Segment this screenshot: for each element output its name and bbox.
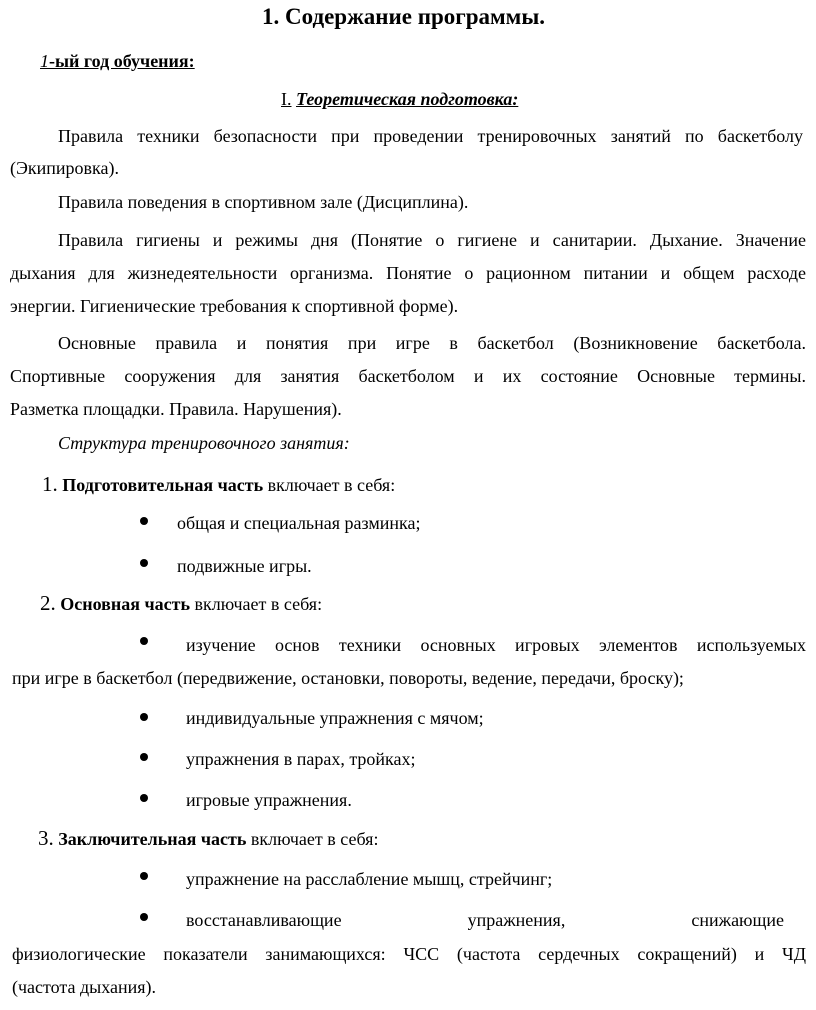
paragraph-line: Правила техники безопасности при проведении тренировочных занятий по баскетболу	[58, 126, 803, 146]
list-item: изучение основ техники основных игровых элементов используемых	[186, 635, 806, 655]
year-suffix: -ый год обучения:	[49, 51, 195, 71]
structure-heading: Структура тренировочного занятия:	[58, 433, 350, 453]
paragraph-line: (Экипировка).	[10, 158, 119, 178]
bullet-icon	[140, 913, 148, 921]
part-rest: включает в себя:	[190, 594, 323, 614]
bullet-icon	[140, 559, 148, 567]
list-item: общая и специальная разминка;	[177, 513, 421, 533]
list-item: упражнения в парах, тройках;	[186, 749, 416, 769]
part-rest: включает в себя:	[246, 829, 379, 849]
list-item-continuation: (частота дыхания).	[12, 977, 157, 997]
paragraph-line: энергии. Гигиенические требования к спортивной форме).	[10, 296, 459, 316]
bullet-icon	[140, 637, 148, 645]
list-item: упражнение на расслабление мышц, стрейчинг;	[186, 869, 553, 889]
part-number: 2.	[40, 591, 56, 615]
paragraph-line: Правила гигиены и режимы дня (Понятие о гигиене и санитарии. Дыхание. Значение	[58, 230, 806, 250]
page-title: 1. Содержание программы.	[262, 4, 546, 29]
part-number: 1.	[42, 472, 58, 496]
list-item-text: восстанавливающие упражнения, снижающие	[186, 910, 784, 930]
list-item: индивидуальные упражнения с мячом;	[186, 708, 484, 728]
bullet-icon	[140, 872, 148, 880]
part-heading	[42, 473, 395, 496]
list-item-continuation: физиологические показатели занимающихся: ЧСС (частота сердечных сокращений) и ЧД	[12, 944, 806, 964]
paragraph-line: Основные правила и понятия при игре в баскетбол (Возникновение баскетбола.	[58, 333, 806, 353]
section-roman: I.	[281, 89, 292, 109]
part-name: Заключительная часть	[58, 829, 247, 849]
bullet-icon	[140, 517, 148, 525]
bullet-icon	[140, 794, 148, 802]
list-item: игровые упражнения.	[186, 790, 352, 810]
section-title: Теоретическая подготовка:	[296, 89, 519, 109]
bullet-icon	[140, 713, 148, 721]
part-name: Подготовительная часть	[62, 475, 264, 495]
part-name: Основная часть	[60, 594, 190, 614]
part-rest: включает в себя:	[263, 475, 396, 495]
paragraph-line: Спортивные сооружения для занятия баскетболом и их состояние Основные термины.	[10, 366, 806, 386]
part-heading	[40, 592, 322, 615]
list-item: подвижные игры.	[177, 556, 312, 576]
part-heading	[38, 827, 378, 850]
paragraph-line: Правила поведения в спортивном зале (Дисциплина).	[58, 192, 469, 212]
paragraph-line: дыхания для жизнедеятельности организма. Понятие о рационном питании и общем расходе	[10, 263, 806, 283]
part-number: 3.	[38, 826, 54, 850]
year-heading	[40, 50, 195, 72]
list-item	[186, 909, 784, 931]
section-heading	[281, 88, 518, 110]
paragraph-line: Разметка площадки. Правила. Нарушения).	[10, 399, 342, 419]
bullet-icon	[140, 753, 148, 761]
year-number: 1	[40, 51, 49, 71]
list-item-continuation: при игре в баскетбол (передвижение, остановки, повороты, ведение, передачи, броску);	[12, 668, 684, 688]
